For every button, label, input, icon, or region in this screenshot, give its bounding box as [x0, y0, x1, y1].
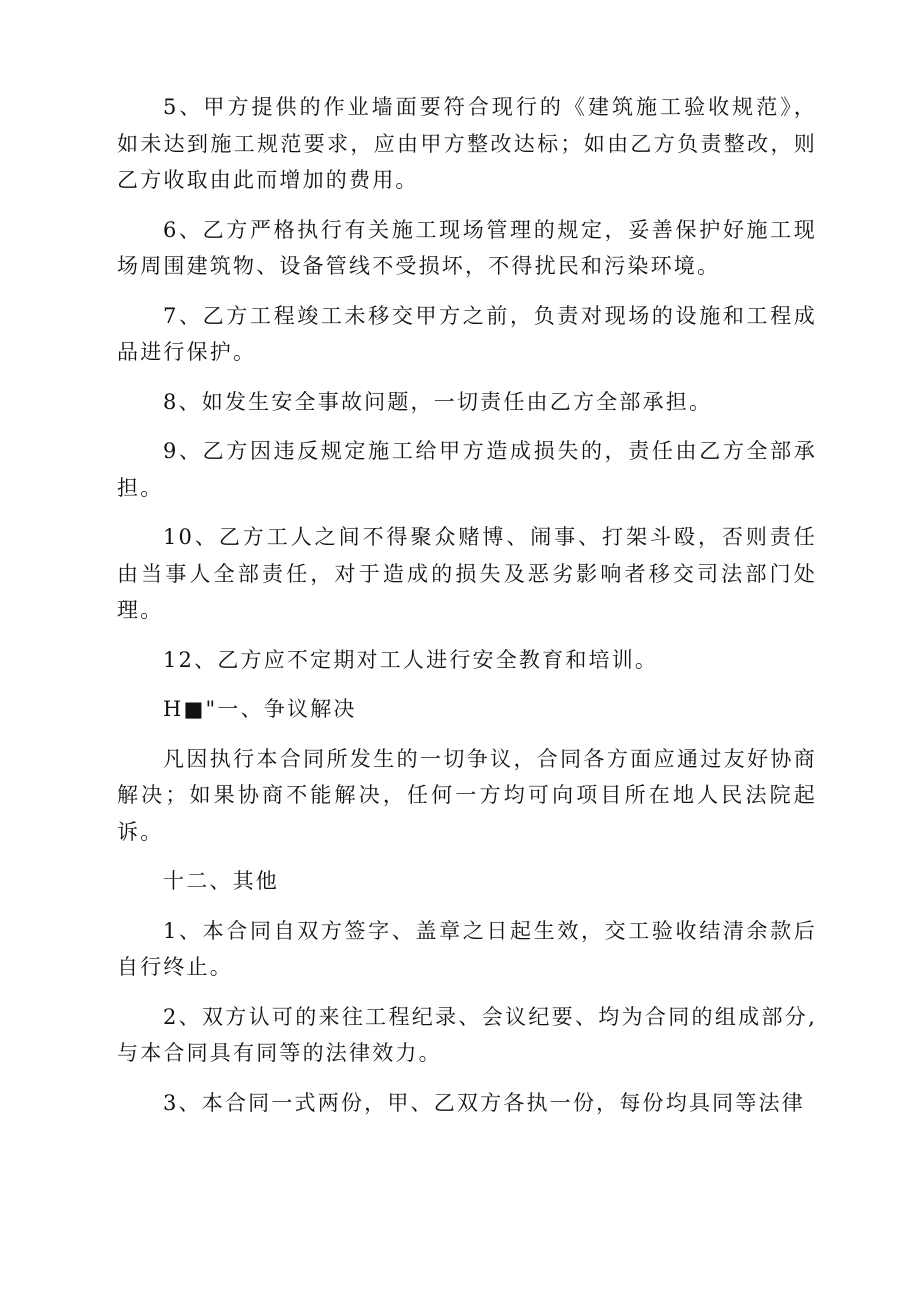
clause-5: 5、甲方提供的作业墙面要符合现行的《建筑施工验收规范》，如未达到施工规范要求，应由甲方整改达标；如由乙方负责整改，则乙方收取由此而增加的费用。 — [117, 95, 817, 192]
clause-10: 10、乙方工人之间不得聚众赌博、闹事、打架斗殴，否则责任由当事人全部责任，对于造成的损失及恶劣影响者移交司法部门处理。 — [117, 525, 817, 622]
clause-6: 6、乙方严格执行有关施工现场管理的规定，妥善保护好施工现场周围建筑物、设备管线不受损坏，不得扰民和污染环境。 — [117, 217, 817, 278]
clause-7: 7、乙方工程竣工未移交甲方之前，负责对现场的设施和工程成品进行保护。 — [117, 303, 817, 364]
document-body — [117, 89, 817, 1134]
clause-12: 12、乙方应不定期对工人进行安全教育和培训。 — [163, 647, 659, 672]
clause-8: 8、如发生安全事故问题，一切责任由乙方全部承担。 — [163, 389, 713, 414]
section-heading-other: 十二、其他 — [163, 869, 279, 893]
clause-9: 9、乙方因违反规定施工给甲方造成损失的，责任由乙方全部承担。 — [117, 439, 817, 500]
other-clause-1: 1、本合同自双方签字、盖章之日起生效，交工验收结清余款后自行终止。 — [117, 918, 817, 979]
dispute-paragraph: 凡因执行本合同所发生的一切争议，合同各方面应通过友好协商解决；如果协商不能解决，任何一方均可向项目所在地人民法院起诉。 — [117, 746, 817, 844]
section-heading-dispute: H■"一、争议解决 — [163, 697, 357, 721]
other-clause-2: 2、双方认可的来往工程纪录、会议纪要、均为合同的组成部分,与本合同具有同等的法律效力。 — [117, 1004, 817, 1065]
other-clause-3: 3、本合同一式两份，甲、乙双方各执一份，每份均具同等法律 — [163, 1090, 805, 1115]
